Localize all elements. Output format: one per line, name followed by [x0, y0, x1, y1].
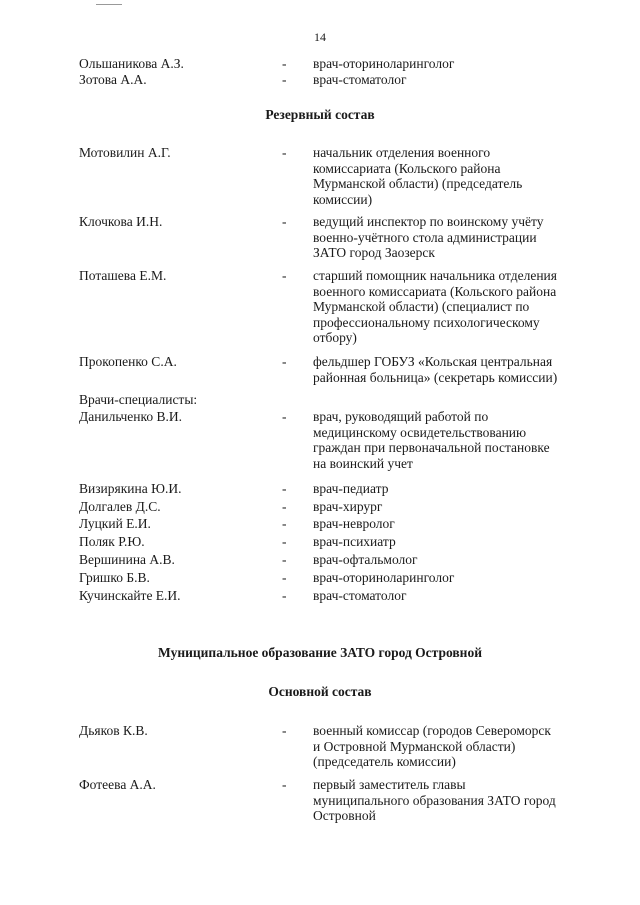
member-role-line: комиссариата (Кольского района	[313, 160, 501, 176]
member-role-line: Островной	[313, 808, 376, 823]
member-name: Визирякина Ю.И.	[79, 481, 182, 496]
member-dash: -	[282, 570, 287, 585]
member-role-line: врач-стоматолог	[313, 588, 407, 603]
member-role	[313, 145, 603, 207]
heading-main: Основной состав	[268, 684, 372, 699]
heading-municipal: Муниципальное образование ЗАТО город Островной	[158, 645, 482, 660]
member-role-line: первый заместитель главы	[313, 777, 466, 792]
member-role-line: отбору)	[313, 330, 357, 345]
member-dash: -	[282, 516, 287, 531]
member-dash: -	[282, 534, 287, 549]
member-role-line: Мурманской области) (специалист по	[313, 299, 530, 314]
member-role-line: врач-стоматолог	[313, 72, 407, 87]
member-role-line: военно-учётного стола администрации	[313, 229, 537, 245]
member-role-line: врач, руководящий работой по	[313, 409, 489, 424]
member-name: Долгалев Д.С.	[79, 499, 161, 514]
member-role-line: на воинский учет	[313, 455, 413, 471]
member-role-line: фельдшер ГОБУЗ «Кольская центральная	[313, 354, 553, 369]
member-name: Зотова А.А.	[79, 72, 147, 87]
member-role-line: районная больница» (секретарь комиссии)	[313, 369, 558, 385]
member-role-line: врач-офтальмолог	[313, 552, 418, 567]
member-role-line: медицинскому освидетельствованию	[313, 424, 527, 440]
member-role-line: врач-оториноларинголог	[313, 56, 455, 71]
member-role-line: военный комиссар (городов Североморск	[313, 723, 551, 738]
member-role-line: врач-психиатр	[313, 534, 396, 549]
member-name: Вершинина А.В.	[79, 552, 175, 567]
member-role	[313, 777, 603, 824]
member-role	[313, 552, 603, 568]
member-name: Ольшаникова А.З.	[79, 56, 184, 71]
scan-corner-mark	[96, 0, 122, 5]
member-name: Дьяков К.В.	[79, 723, 148, 738]
specialists-label: Врачи-специалисты:	[79, 392, 198, 407]
member-role-line: Мурманской области) (председатель	[313, 176, 523, 191]
member-role-line: начальник отделения военного	[313, 145, 491, 160]
member-name: Клочкова И.Н.	[79, 214, 163, 229]
member-role-line: ЗАТО город Заозерск	[313, 245, 435, 260]
page-number: 14	[314, 30, 326, 44]
member-role	[313, 354, 603, 385]
member-dash: -	[282, 268, 287, 283]
member-dash: -	[282, 481, 287, 496]
member-name: Кучинскайте Е.И.	[79, 588, 181, 603]
member-name: Фотеева А.А.	[79, 777, 156, 792]
member-role-line: врач-невролог	[313, 516, 395, 531]
member-role	[313, 268, 603, 346]
member-dash: -	[282, 145, 287, 160]
member-role-line: комиссии)	[313, 191, 373, 207]
member-role-line: врач-педиатр	[313, 481, 389, 496]
member-name: Прокопенко С.А.	[79, 354, 177, 369]
member-role-line: военного комиссариата (Кольского района	[313, 283, 557, 299]
member-role	[313, 409, 603, 471]
member-name: Данильченко В.И.	[79, 409, 183, 424]
member-name: Луцкий Е.И.	[79, 516, 151, 531]
member-role-line: врач-хирург	[313, 499, 383, 514]
heading-reserve: Резервный состав	[265, 107, 375, 122]
member-role	[313, 499, 603, 515]
member-dash: -	[282, 214, 287, 229]
member-role-line: муниципального образования ЗАТО город	[313, 792, 556, 808]
member-dash: -	[282, 409, 287, 424]
member-role-line: (председатель комиссии)	[313, 754, 456, 769]
member-role	[313, 588, 603, 604]
member-dash: -	[282, 499, 287, 514]
member-role-line: ведущий инспектор по воинскому учёту	[313, 214, 544, 229]
member-role	[313, 534, 603, 550]
member-role	[313, 516, 603, 532]
member-role	[313, 56, 603, 72]
member-name: Поляк Р.Ю.	[79, 534, 145, 549]
member-name: Мотовилин А.Г.	[79, 145, 171, 160]
member-dash: -	[282, 56, 287, 71]
member-name: Поташева Е.М.	[79, 268, 167, 283]
member-role	[313, 723, 603, 770]
member-role-line: врач-оториноларинголог	[313, 570, 455, 585]
member-role-line: старший помощник начальника отделения	[313, 268, 557, 283]
member-dash: -	[282, 588, 287, 603]
member-name: Гришко Б.В.	[79, 570, 150, 585]
member-role-line: граждан при первоначальной постановке	[313, 440, 550, 455]
member-role	[313, 72, 603, 88]
member-role	[313, 214, 603, 261]
member-dash: -	[282, 552, 287, 567]
member-role-line: и Островной Мурманской области)	[313, 738, 516, 754]
member-dash: -	[282, 72, 287, 87]
member-role	[313, 481, 603, 497]
member-dash: -	[282, 723, 287, 738]
member-dash: -	[282, 354, 287, 369]
member-role-line: профессиональному психологическому	[313, 314, 540, 330]
member-role	[313, 570, 603, 586]
member-dash: -	[282, 777, 287, 792]
